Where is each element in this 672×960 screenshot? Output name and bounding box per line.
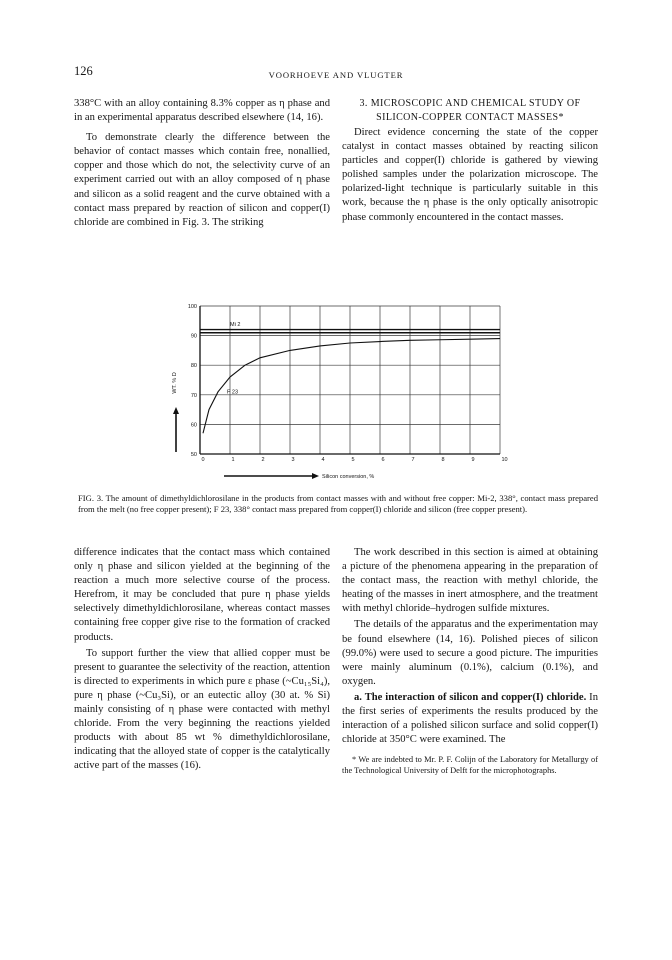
x-tick-label: 4 (321, 457, 325, 463)
paragraph: Direct evidence concerning the state of the copper catalyst in contact masses obtained by reacting silicon particles and copper(I) chloride is gathered by viewing polished samples under the polarization microscope. The polarized-light technique is particularly suitable in this work, because the η phase is the only optically anisotropic phase commonly encountered in the contact masses. (342, 127, 598, 223)
x-tick-label: 1 (231, 457, 235, 463)
y-tick-label: 50 (190, 452, 197, 458)
series-label-f23: F 23 (227, 389, 239, 396)
paragraph (342, 691, 598, 747)
series-label-mi2: Mi 2 (230, 322, 241, 329)
subsection-heading: a. The interaction of silicon and copper(I) chloride. (354, 691, 587, 703)
x-tick-label: 6 (381, 457, 385, 463)
right-column-bottom (342, 546, 598, 776)
paragraph: The work described in this section is aimed at obtaining a picture of the phenomena appearing in the preparation of the contact mass, the reaction with methyl chloride, the heating of the masses in inert atmosphere, and the treatment with methyl chloride–hydrogen sulfide mixtures. (342, 547, 598, 615)
footnote: * We are indebted to Mr. P. F. Colijn of the Laboratory for Metallurgy of the Technological University of Delft for the microphotographs. (342, 755, 598, 776)
paragraph: 338°C with an alloy containing 8.3% copper as η phase and in an experimental apparatus described elsewhere (14, 16). (74, 98, 330, 124)
left-column-bottom (74, 546, 330, 774)
y-tick-label: 100 (187, 304, 197, 310)
y-axis-arrow-head (173, 407, 179, 414)
right-column-top (342, 97, 598, 225)
paragraph: The details of the apparatus and the experimentation may be found elsewhere (14, 16). Polished pieces of silicon (99.0%) were used to secure a good picture. The impurities were mainly aluminum (0.1%), calcium (0.1%), and oxygen. (342, 619, 598, 687)
figure-3-chart (150, 298, 520, 483)
x-tick-label: 8 (441, 457, 445, 463)
x-axis-arrow-head (312, 473, 319, 479)
x-tick-label: 10 (501, 457, 508, 463)
series-f23-line (203, 339, 500, 434)
y-tick-label: 60 (190, 422, 197, 429)
y-tick-label: 70 (190, 392, 197, 399)
paragraph: difference indicates that the contact mass which contained only η phase and silicon yielded at the beginning of the reaction a much more selective course of the process. Herefrom, it may be concluded that pure η phase yields selectively dimethyldichlorosilane, whereas contact masses containing free copper give rise to the formation of cracked products. (74, 547, 330, 643)
x-tick-label: 7 (411, 457, 415, 463)
y-axis-label: WT. % D (172, 372, 178, 394)
y-tick-label: 80 (190, 363, 197, 370)
running-head: VOORHOEVE AND VLUGTER (268, 70, 404, 80)
page-number: 126 (74, 64, 93, 78)
x-tick-label: 3 (291, 457, 295, 463)
section-title: 3. MICROSCOPIC AND CHEMICAL STUDY OF SILICON-COPPER CONTACT MASSES* (359, 98, 581, 123)
left-column-top (74, 97, 330, 230)
y-tick-label: 90 (190, 333, 197, 340)
x-tick-label: 0 (201, 457, 205, 463)
x-axis-label: Silicon conversion, % (322, 474, 375, 480)
x-tick-label: 2 (261, 457, 265, 463)
paragraph-text: In the first series of experiments the results produced by the interaction of a polished silicon surface and solid copper(I) chloride at 350°C were examined. The (342, 691, 598, 746)
x-tick-label: 5 (351, 457, 355, 463)
x-tick-label: 9 (471, 457, 475, 463)
paragraph: To support further the view that allied copper must be present to guarantee the selectivity of the reaction, attention is directed to experiments in which pure ε phase (~Cu₁₅Si₄), pure η phase (~Cu₃Si), or an eutectic alloy (30 at. % Si) mainly consisting of η phase were contacted with methyl chloride. From the very beginning the reactions yielded products with about 85 wt % dimethyldichlorosilane, indicating that the alloyed state of copper is the catalytically active part of the masses (16). (74, 647, 330, 772)
paragraph: To demonstrate clearly the difference between the behavior of contact masses which contain free, nonallied, copper and those which do not, the selectivity curve of an experiment carried out with an alloy composed of η phase and silicon as a solid reagent and the curve obtained with a contact mass prepared by reaction of silicon and copper(I) chloride are combined in Fig. 3. The striking (74, 132, 330, 228)
figure-caption: FIG. 3. The amount of dimethyldichlorosilane in the products from contact masses with and without free copper: Mi-2, 338°, contact mass prepared from the melt (no free copper present); F 23, 338° contact mass prepared from copper(I) chloride and silicon (free copper present). (78, 493, 598, 515)
